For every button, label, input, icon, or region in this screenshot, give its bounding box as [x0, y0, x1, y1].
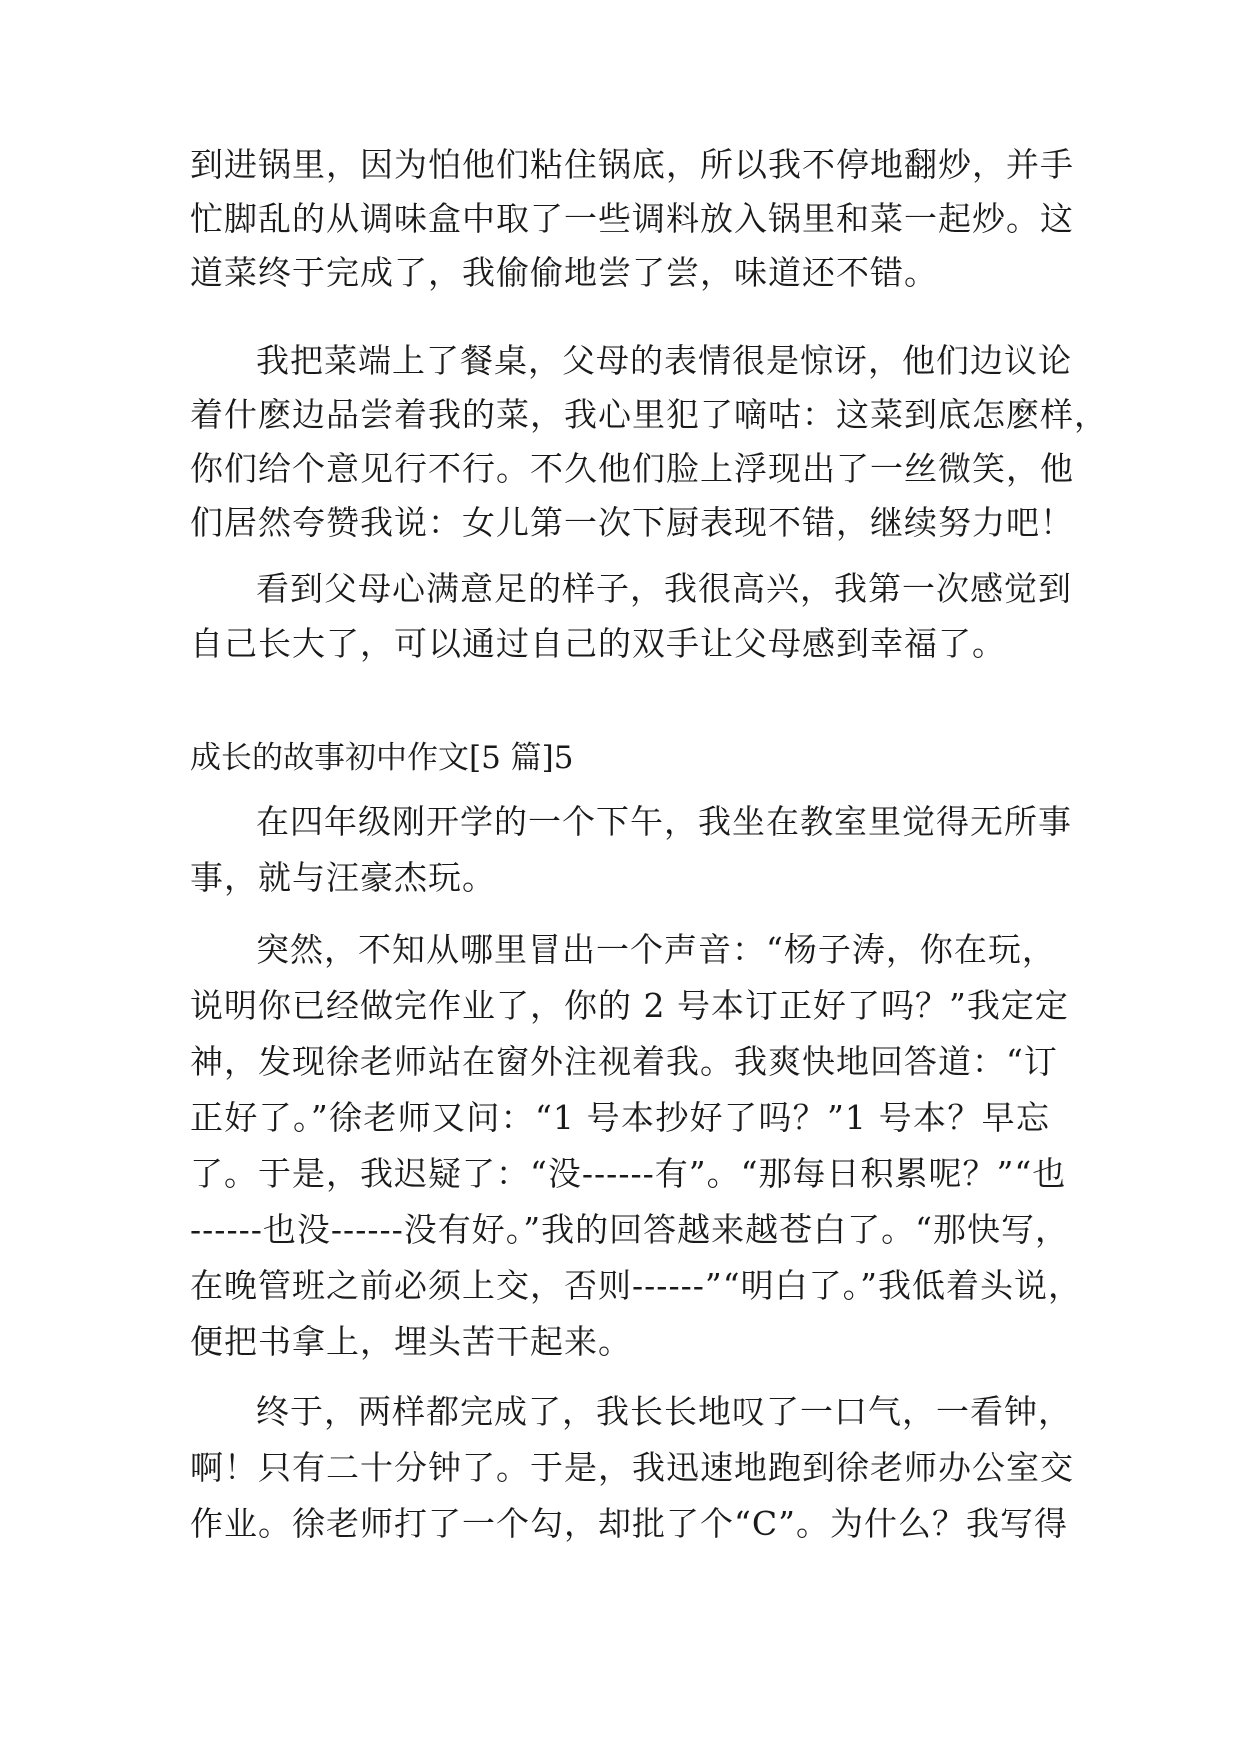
paragraph-line: 便把书拿上，埋头苦干起来。: [190, 1322, 632, 1361]
paragraph-line: 事，就与汪豪杰玩。: [190, 858, 496, 897]
paragraph-line: 啊！只有二十分钟了。于是，我迅速地跑到徐老师办公室交: [190, 1448, 1074, 1487]
paragraph-line: 看到父母心满意足的样子，我很高兴，我第一次感觉到: [256, 569, 1072, 608]
section-heading: 成长的故事初中作文[5 篇]5: [190, 740, 574, 776]
paragraph-line: 了。于是，我迟疑了：“没------有”。“那每日积累呢？”“也: [190, 1154, 1067, 1193]
paragraph-line: 神，发现徐老师站在窗外注视着我。我爽快地回答道：“订: [190, 1042, 1058, 1081]
paragraph-line: 在晚管班之前必须上交，否则------”“明白了。”我低着头说，: [190, 1266, 1083, 1305]
paragraph-line: 自己长大了，可以通过自己的双手让父母感到幸福了。: [190, 624, 1006, 663]
paragraph-line: 你们给个意见行不行。不久他们脸上浮现出了一丝微笑，他: [190, 449, 1074, 488]
paragraph-line: 说明你已经做完作业了，你的 2 号本订正好了吗？”我定定: [190, 986, 1069, 1025]
paragraph-line: ------也没------没有好。”我的回答越来越苍白了。“那快写，: [190, 1210, 1070, 1249]
paragraph-line: 正好了。”徐老师又问：“1 号本抄好了吗？”1 号本？早忘: [190, 1098, 1050, 1137]
paragraph-line: 突然，不知从哪里冒出一个声音：“杨子涛，你在玩，: [256, 930, 1056, 969]
paragraph-line: 着什麽边品尝着我的菜，我心里犯了嘀咕：这菜到底怎麽样，: [190, 395, 1108, 434]
paragraph-line: 忙脚乱的从调味盒中取了一些调料放入锅里和菜一起炒。这: [190, 199, 1074, 238]
paragraph-line: 们居然夸赞我说：女儿第一次下厨表现不错，继续努力吧！: [190, 503, 1074, 542]
paragraph-line: 到进锅里，因为怕他们粘住锅底，所以我不停地翻炒，并手: [190, 145, 1074, 184]
paragraph-line: 道菜终于完成了，我偷偷地尝了尝，味道还不错。: [190, 253, 938, 292]
paragraph-line: 终于，两样都完成了，我长长地叹了一口气，一看钟，: [256, 1392, 1072, 1431]
paragraph-line: 作业。徐老师打了一个勾，却批了个“C”。为什么？我写得: [190, 1504, 1068, 1543]
paragraph-line: 我把菜端上了餐桌，父母的表情很是惊讶，他们边议论: [256, 341, 1072, 380]
paragraph-line: 在四年级刚开学的一个下午，我坐在教室里觉得无所事: [256, 802, 1072, 841]
